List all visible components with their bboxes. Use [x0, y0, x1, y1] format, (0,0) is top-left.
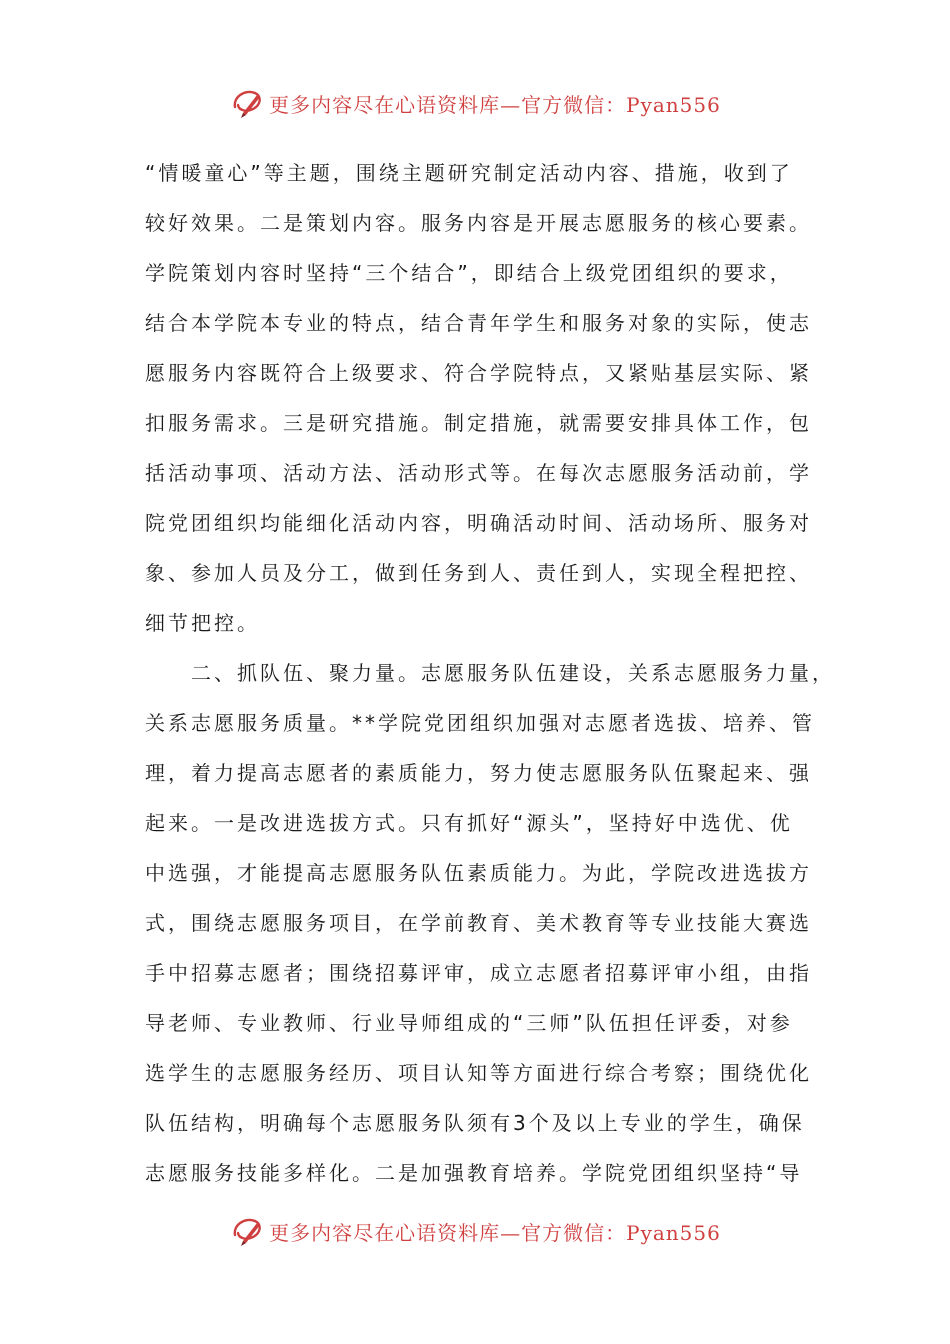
- text-line: 中选强，才能提高志愿服务队伍素质能力。为此，学院改进选拔方: [145, 861, 812, 885]
- text-line: 关系志愿服务质量。**学院党团组织加强对志愿者选拔、培养、管: [145, 711, 815, 735]
- text-line: 象、参加人员及分工，做到任务到人、责任到人，实现全程把控、: [145, 561, 812, 585]
- text-line: 愿服务内容既符合上级要求、符合学院特点，又紧贴基层实际、紧: [145, 361, 812, 385]
- text-line: “情暖童心”等主题，围绕主题研究制定活动内容、措施，收到了: [145, 161, 793, 185]
- pen-swirl-logo-icon: [229, 1213, 265, 1249]
- watermark-text: 更多内容尽在心语资料库—官方微信：Pyan556: [269, 92, 721, 117]
- text-line: 结合本学院本专业的特点，结合青年学生和服务对象的实际，使志: [145, 311, 812, 335]
- text-line: 学院策划内容时坚持“三个结合”，即结合上级党团组织的要求，: [145, 261, 793, 285]
- text-line: 院党团组织均能细化活动内容，明确活动时间、活动场所、服务对: [145, 511, 812, 535]
- text-line: 扣服务需求。三是研究措施。制定措施，就需要安排具体工作，包: [145, 411, 812, 435]
- text-line: 队伍结构，明确每个志愿服务队须有3个及以上专业的学生，确保: [145, 1111, 805, 1135]
- text-line: 式，围绕志愿服务项目，在学前教育、美术教育等专业技能大赛选: [145, 911, 812, 935]
- header-watermark: [0, 83, 950, 123]
- text-line: 导老师、专业教师、行业导师组成的“三师”队伍担任评委，对参: [145, 1011, 793, 1035]
- paragraph-start-line: 二、抓队伍、聚力量。志愿服务队伍建设，关系志愿服务力量，: [191, 661, 835, 685]
- text-line: 理，着力提高志愿者的素质能力，努力使志愿服务队伍聚起来、强: [145, 761, 812, 785]
- watermark-text: 更多内容尽在心语资料库—官方微信：Pyan556: [269, 1220, 721, 1245]
- text-line: 细节把控。: [145, 611, 260, 635]
- text-line: 括活动事项、活动方法、活动形式等。在每次志愿服务活动前，学: [145, 461, 812, 485]
- text-line: 手中招募志愿者；围绕招募评审，成立志愿者招募评审小组，由指: [145, 961, 812, 985]
- text-line: 起来。一是改进选拔方式。只有抓好“源头”，坚持好中选优、优: [145, 811, 793, 835]
- text-line: 较好效果。二是策划内容。服务内容是开展志愿服务的核心要素。: [145, 211, 812, 235]
- pen-swirl-logo-icon: [229, 85, 265, 121]
- text-line: 志愿服务技能多样化。二是加强教育培养。学院党团组织坚持“导: [145, 1161, 803, 1185]
- text-line: 选学生的志愿服务经历、项目认知等方面进行综合考察；围绕优化: [145, 1061, 812, 1085]
- footer-watermark: [0, 1211, 950, 1251]
- document-body: [145, 148, 835, 1198]
